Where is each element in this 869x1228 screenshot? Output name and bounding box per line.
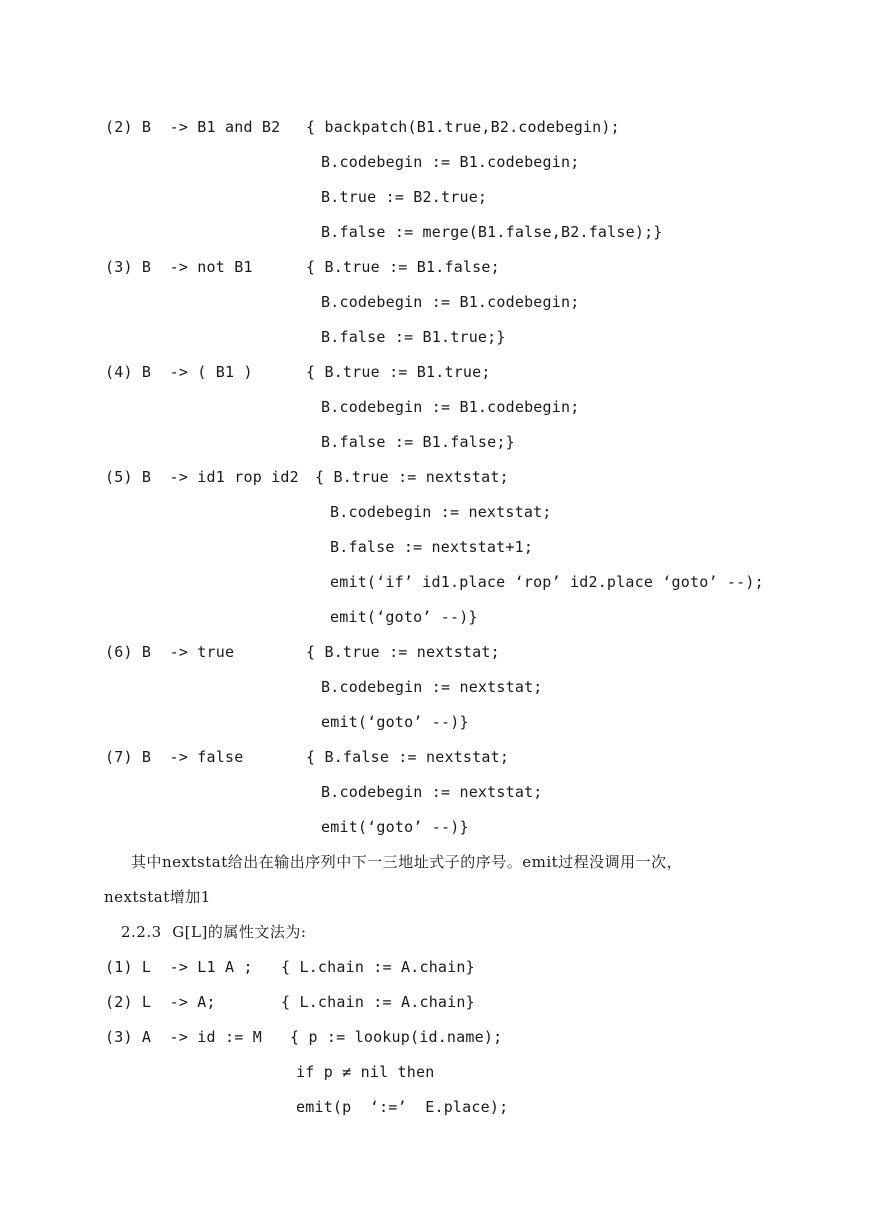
semantic-rule: B.false := B1.true;} [321, 328, 506, 346]
semantic-rule: { B.true := nextstat; [306, 643, 500, 661]
note-paragraph-line-2: nextstat增加1 [104, 888, 211, 906]
semantic-rule: { L.chain := A.chain} [281, 958, 475, 976]
semantic-rule: B.true := B2.true; [321, 188, 488, 206]
semantic-rule: { B.true := B1.true; [306, 363, 491, 381]
semantic-rule: { B.true := B1.false; [306, 258, 500, 276]
semantic-rule: { backpatch(B1.true,B2.codebegin); [306, 118, 620, 136]
production-head: (6) B -> true [105, 643, 235, 661]
semantic-rule: emit(‘goto’ --)} [321, 713, 469, 731]
semantic-rule: B.codebegin := nextstat; [321, 783, 543, 801]
note-paragraph-line-1: 其中nextstat给出在输出序列中下一三地址式子的序号。emit过程没调用一次， [131, 853, 683, 871]
semantic-rule: { B.true := nextstat; [315, 468, 509, 486]
production-head: (3) B -> not B1 [105, 258, 253, 276]
production-head: (1) L -> L1 A ; [105, 958, 253, 976]
semantic-rule: { L.chain := A.chain} [281, 993, 475, 1011]
semantic-rule: B.codebegin := B1.codebegin; [321, 293, 580, 311]
semantic-rule: { p := lookup(id.name); [290, 1028, 503, 1046]
production-head: (3) A -> id := M [105, 1028, 262, 1046]
semantic-rule: B.codebegin := B1.codebegin; [321, 398, 580, 416]
production-head: (5) B -> id1 rop id2 [105, 468, 299, 486]
semantic-rule: emit(p ‘:=’ E.place); [296, 1098, 509, 1116]
semantic-rule: B.codebegin := B1.codebegin; [321, 153, 580, 171]
semantic-rule: emit(‘goto’ --)} [330, 608, 478, 626]
production-head: (7) B -> false [105, 748, 244, 766]
section-heading: 2.2.3 G[L]的属性文法为: [121, 923, 307, 941]
production-head: (4) B -> ( B1 ) [105, 363, 253, 381]
semantic-rule: B.false := nextstat+1; [330, 538, 534, 556]
semantic-rule: B.codebegin := nextstat; [330, 503, 552, 521]
semantic-rule: B.codebegin := nextstat; [321, 678, 543, 696]
production-head: (2) B -> B1 and B2 [105, 118, 281, 136]
semantic-rule: emit(‘goto’ --)} [321, 818, 469, 836]
semantic-rule: emit(‘if’ id1.place ‘rop’ id2.place ‘goto’ --); [330, 573, 764, 591]
semantic-rule: B.false := B1.false;} [321, 433, 515, 451]
semantic-rule: B.false := merge(B1.false,B2.false);} [321, 223, 663, 241]
semantic-rule: { B.false := nextstat; [306, 748, 510, 766]
production-head: (2) L -> A; [105, 993, 216, 1011]
semantic-rule: if p ≠ nil then [296, 1063, 435, 1081]
